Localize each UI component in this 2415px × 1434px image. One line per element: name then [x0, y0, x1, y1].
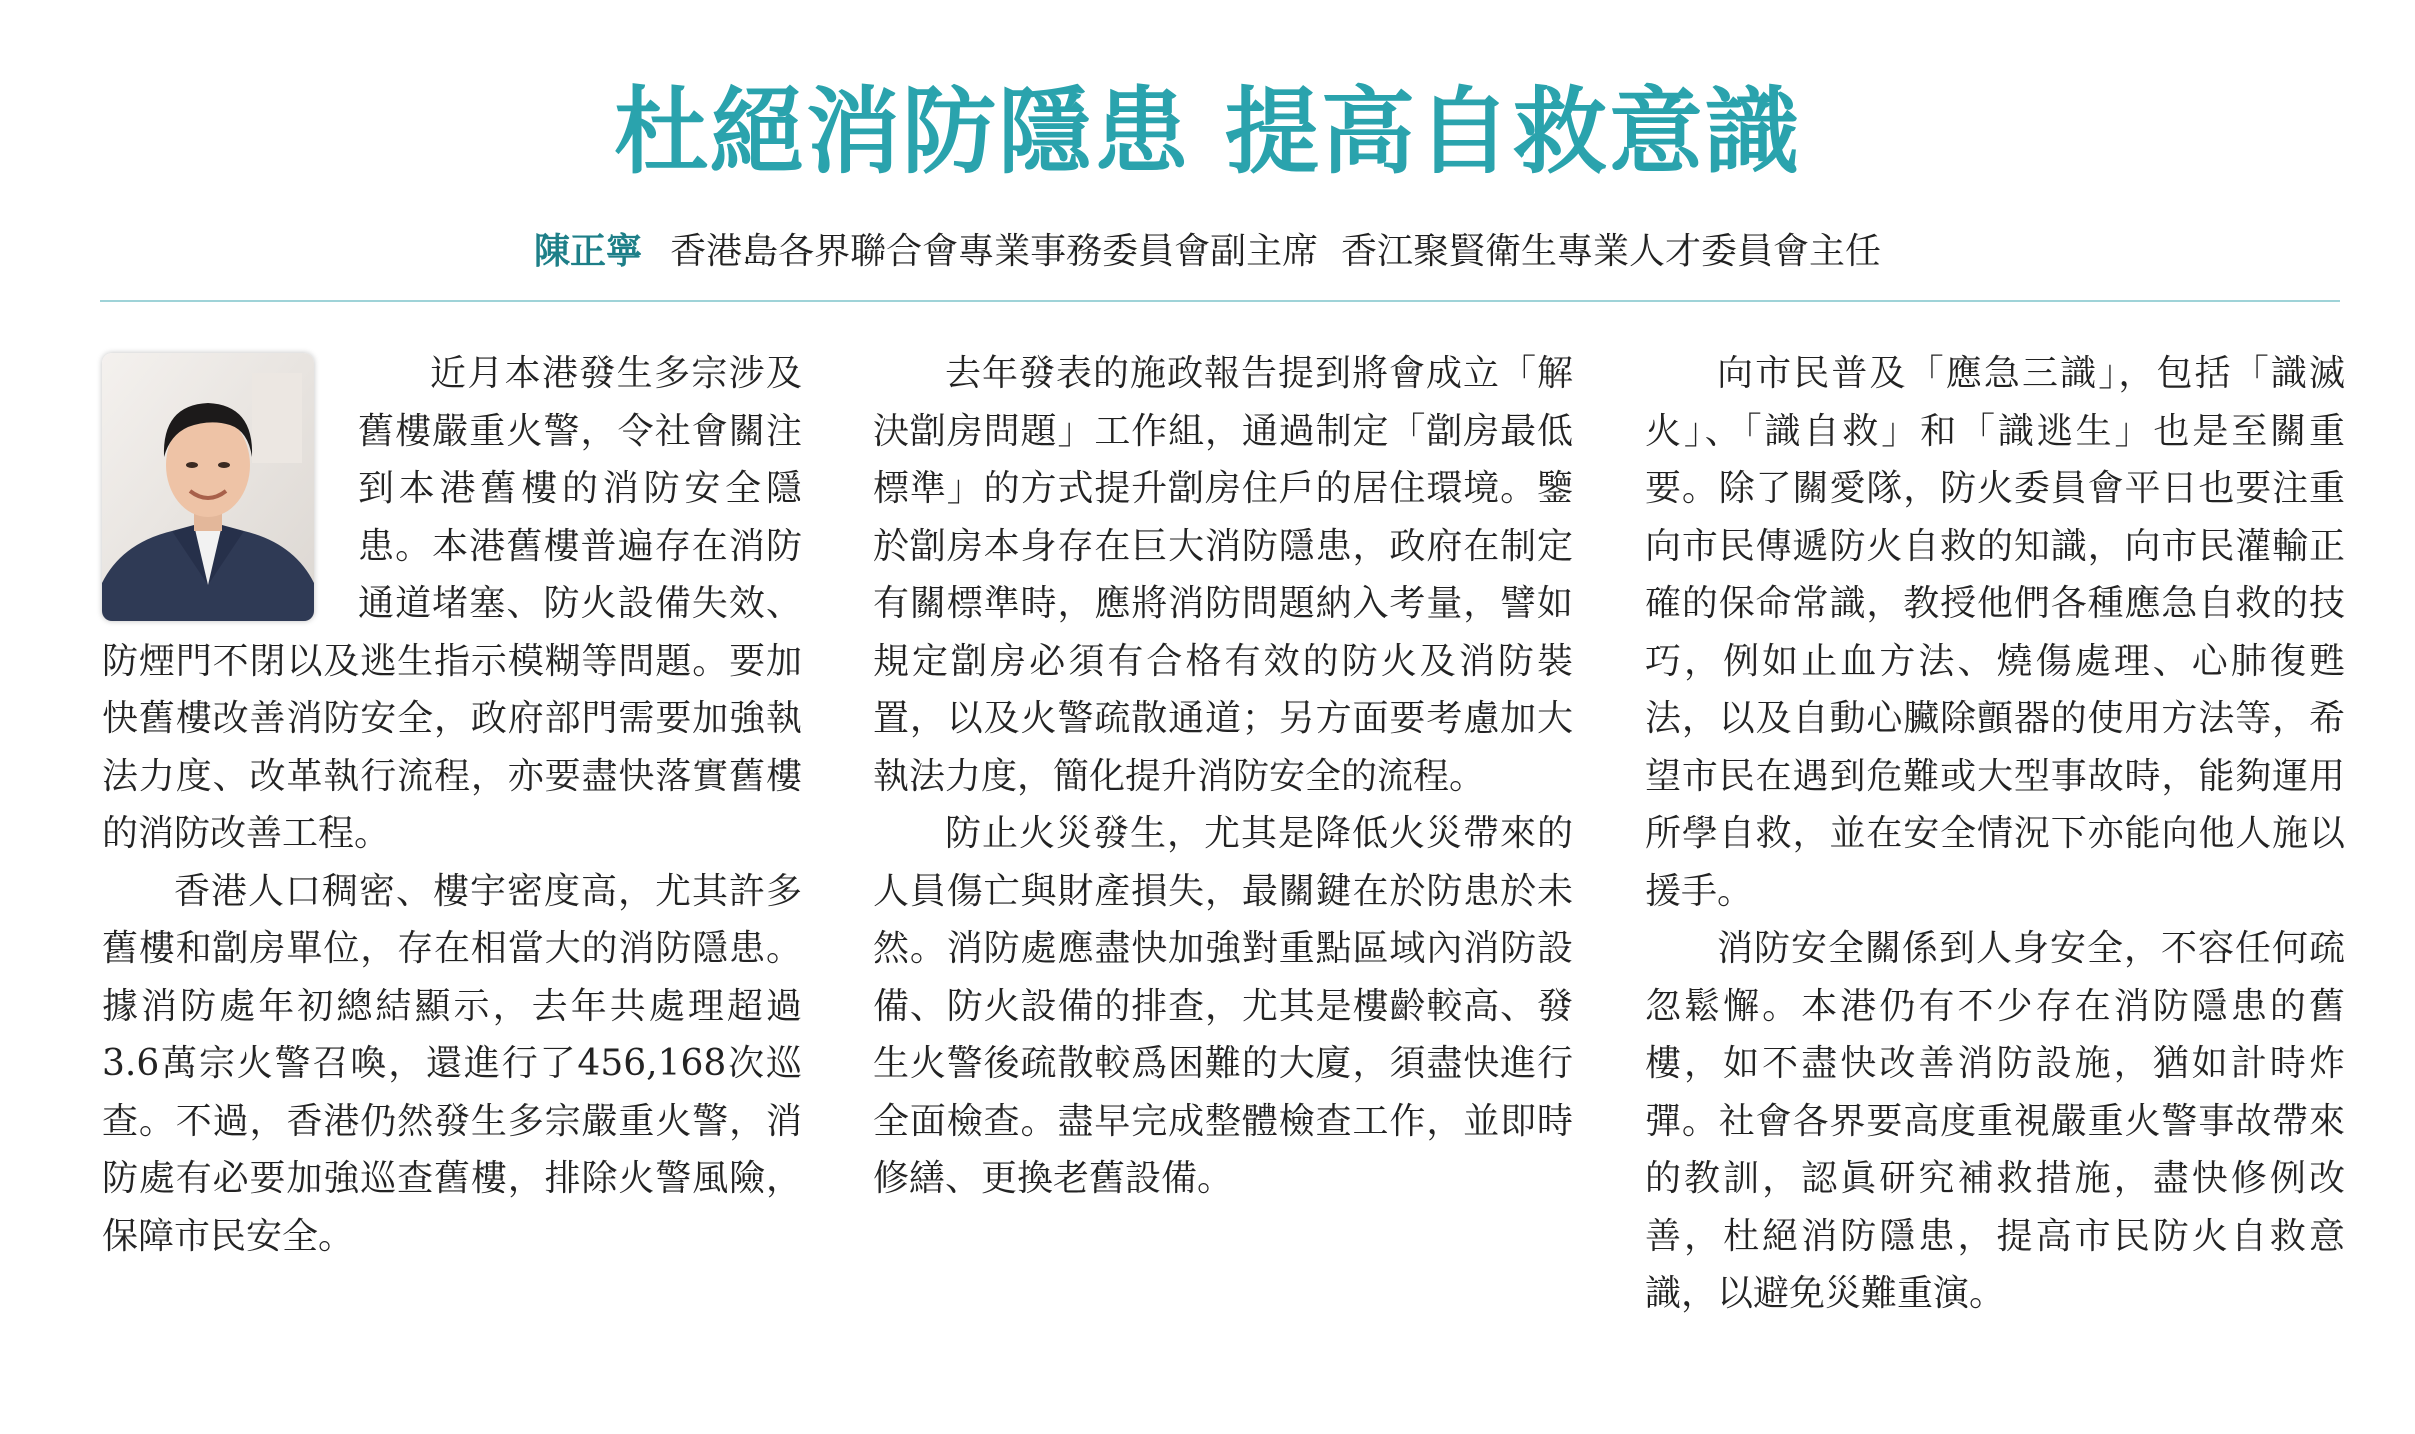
article-column-1 [102, 345, 802, 1265]
byline [0, 228, 2415, 276]
article-headline: 杜絕消防隱患 提高自救意識 [614, 78, 1801, 187]
divider-rule [100, 300, 2340, 302]
paragraph-4: 防止火災發生，尤其是降低火災帶來的人員傷亡與財產損失，最關鍵在於防患於未然。消防處應盡快加強對重點區域內消防設備、防火設備的排查，尤其是樓齡較高、發生火警後疏散較爲困難的大廈，須盡快進行全面檢查。盡早完成整體檢查工作，並即時修繕、更換老舊設備。 [873, 813, 1573, 1199]
paragraph-3: 去年發表的施政報告提到將會成立「解決劏房問題」工作組，通過制定「劏房最低標準」的方式提升劏房住戶的居住環境。鑒於劏房本身存在巨大消防隱患，政府在制定有關標準時，應將消防問題納入考量，譬如規定劏房必須有合格有效的防火及消防裝置，以及火警疏散通道；另方面要考慮加大執法力度，簡化提升消防安全的流程。 [873, 353, 1573, 797]
article-column-3 [1645, 345, 2345, 1323]
author-photo [102, 353, 314, 621]
author-titles: 香港島各界聯合會專業事務委員會副主席 香江聚賢衛生專業人才委員會主任 [670, 231, 1881, 272]
paragraph-1: 近月本港發生多宗涉及舊樓嚴重火警，令社會關注到本港舊樓的消防安全隱患。本港舊樓普遍存在消防通道堵塞、防火設備失效、防煙門不閉以及逃生指示模糊等問題。要加快舊樓改善消防安全，政府部門需要加強執法力度、改革執行流程，亦要盡快落實舊樓的消防改善工程。 [102, 353, 802, 854]
paragraph-5: 向市民普及「應急三識」，包括「識滅火」、「識自救」和「識逃生」也是至關重要。除了關愛隊，防火委員會平日也要注重向市民傳遞防火自救的知識，向市民灌輸正確的保命常識，教授他們各種應急自救的技巧，例如止血方法、燒傷處理、心肺復甦法，以及自動心臟除顫器的使用方法等，希望市民在遇到危難或大型事故時，能夠運用所學自救，並在安全情況下亦能向他人施以援手。 [1645, 353, 2345, 912]
author-name: 陳正寧 [534, 231, 643, 272]
author-portrait-illustration [102, 353, 314, 621]
paragraph-6: 消防安全關係到人身安全，不容任何疏忽鬆懈。本港仍有不少存在消防隱患的舊樓，如不盡快改善消防設施，猶如計時炸彈。社會各界要高度重視嚴重火警事故帶來的教訓，認眞研究補救措施，盡快修例改善，杜絕消防隱患，提高市民防火自救意識，以避免災難重演。 [1645, 928, 2345, 1314]
paragraph-2: 香港人口稠密、樓宇密度高，尤其許多舊樓和劏房單位，存在相當大的消防隱患。據消防處年初總結顯示，去年共處理超過3.6萬宗火警召喚，還進行了456,168次巡查。不過，香港仍然發生多宗嚴重火警，消防處有必要加強巡查舊樓，排除火警風險，保障市民安全。 [102, 870, 802, 1257]
article-column-2 [873, 345, 1573, 1208]
